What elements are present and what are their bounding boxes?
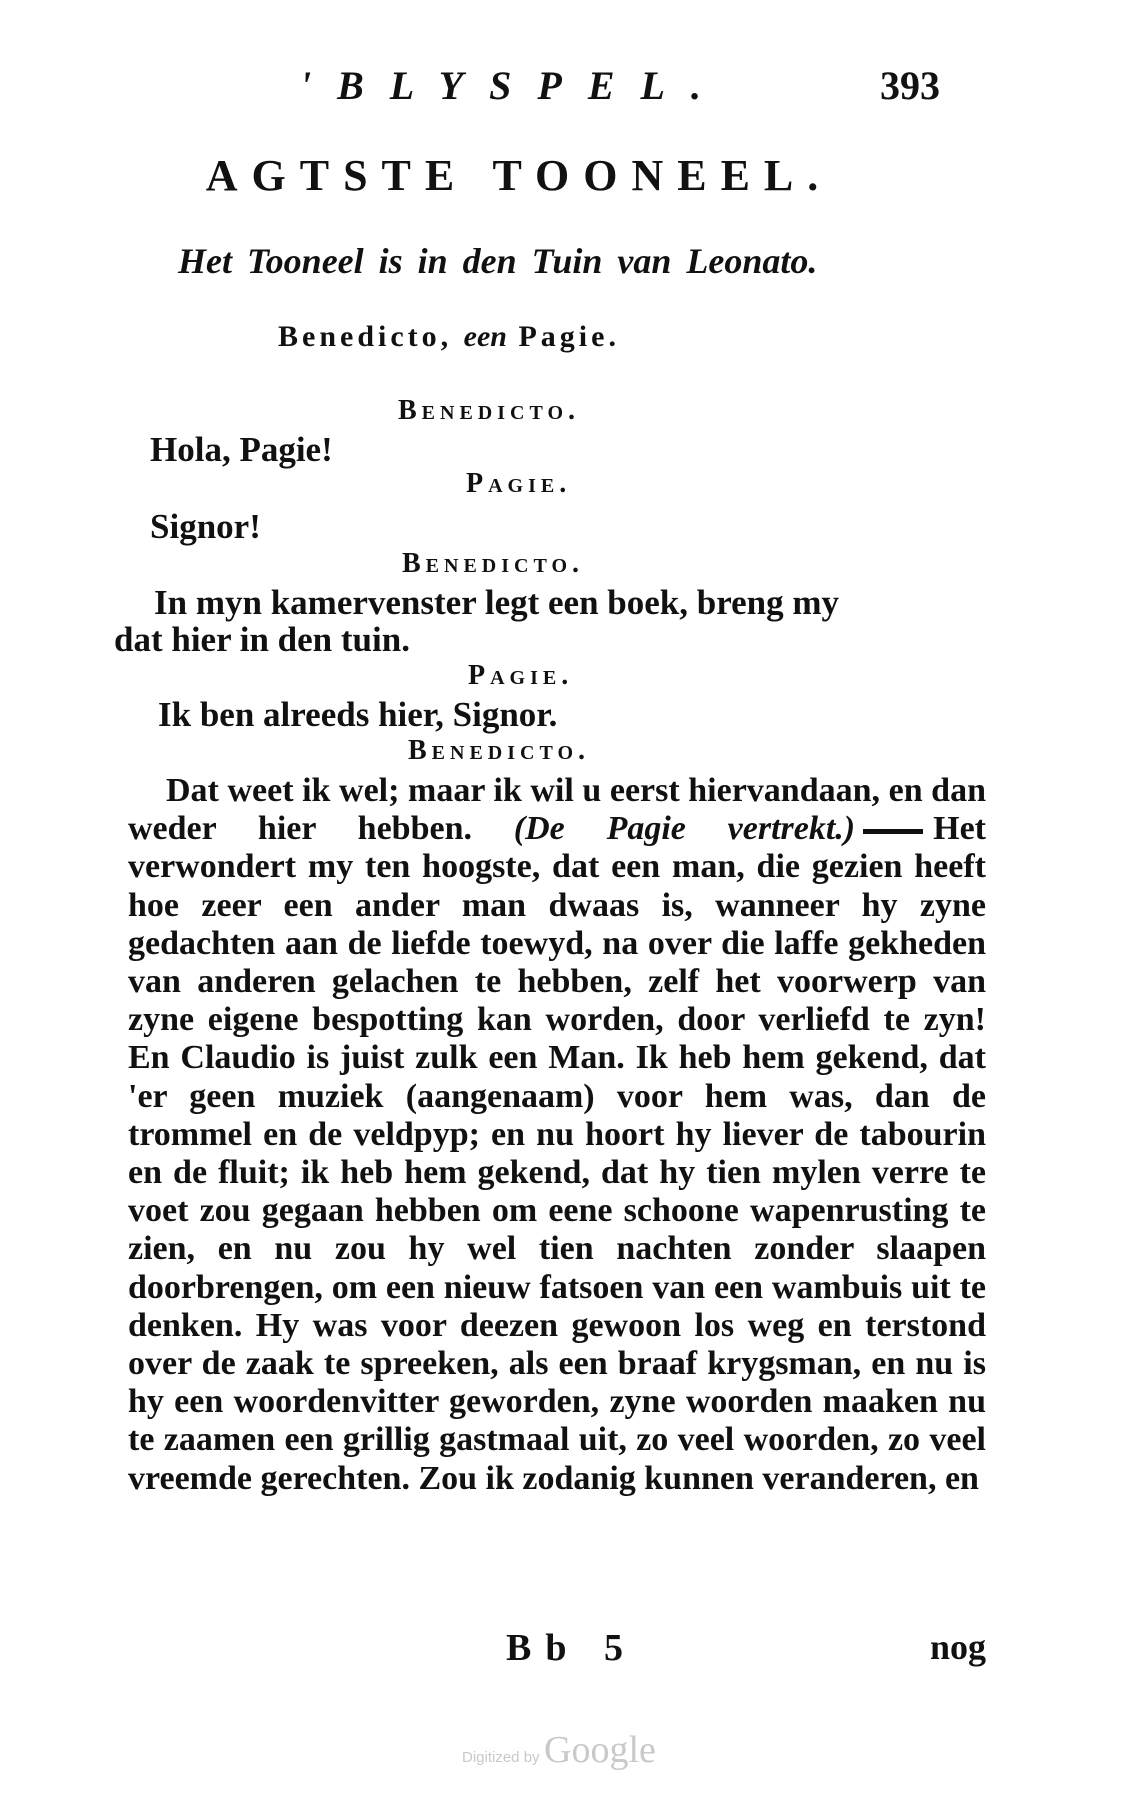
google-logo: Google <box>544 1729 656 1771</box>
signature-mark: Bb 5 <box>506 1627 637 1669</box>
speech-text: Dat weet ik wel; maar ik wil u eerst hiervandaan, en dan weder hier hebben. <box>128 772 986 848</box>
stage-direction: (De Pagie vertrekt.) <box>513 810 856 848</box>
dialogue-line: dat hier in den tuin. <box>114 620 410 659</box>
scene-title: AGTSTE TOONEEL. <box>205 151 833 200</box>
dialogue-line: Signor! <box>150 507 261 546</box>
speaker-heading: Benedicto. <box>408 735 591 766</box>
character-name: Benedicto, <box>278 320 453 353</box>
speech-paragraph <box>128 772 986 1498</box>
speaker-heading: Pagie. <box>468 660 574 691</box>
dialogue-line: In myn kamervenster legt een boek, breng my <box>154 583 840 622</box>
catchword: nog <box>930 1627 987 1667</box>
speaker-heading: Benedicto. <box>398 395 581 426</box>
running-title: 'BLYSPEL. <box>300 63 727 108</box>
dialogue-line: Ik ben alreeds hier, Signor. <box>158 695 558 734</box>
running-head <box>0 62 1138 122</box>
speaker-heading: Benedicto. <box>402 548 585 579</box>
character-list <box>278 320 620 354</box>
speaker-heading: Pagie. <box>466 468 572 499</box>
em-dash-rule <box>863 829 923 834</box>
page-number: 393 <box>880 63 940 108</box>
dialogue-line: Hola, Pagie! <box>150 430 333 469</box>
digitizer-prefix: Digitized by <box>462 1749 540 1766</box>
character-name: Pagie. <box>518 320 620 353</box>
scene-setting: Het Tooneel is in den Tuin van Leonato. <box>178 241 818 281</box>
character-joiner: een <box>463 320 507 353</box>
speech-text: Het verwondert my ten hoogste, dat een man, die gezien heeft hoe zeer een ander man dwaas is, wanneer hy zyne gedachten aan de liefde toewyd, na over die laffe gekheden van anderen gelachen te hebben, zelf het voorwerp van zyne eigene bespotting kan worden, door verliefd te zyn! En Claudio is juist zulk een Man. Ik heb hem gekend, dat 'er geen muziek (aangenaam) voor hem was, dan de trommel en de veldpyp; en nu hoort hy liever de tabourin en de fluit; ik heb hem gekend, dat hy tien mylen verre te voet zou gegaan hebben om eene schoone wapenrusting te zien, en nu zou hy wel tien nachten zonder slaapen doorbrengen, om een nieuw fatsoen van een wambuis uit te denken. Hy was voor deezen gewoon los weg en terstond over de zaak te spreeken, als een braaf krygsman, en nu is hy een woordenvitter geworden, zyne woorden maaken nu te zaamen een grillig gastmaal uit, zo veel woorden, zo veel vreemde gerechten. Zou ik zodanig kunnen veranderen, en <box>128 810 986 1497</box>
digitizer-watermark <box>462 1728 656 1772</box>
